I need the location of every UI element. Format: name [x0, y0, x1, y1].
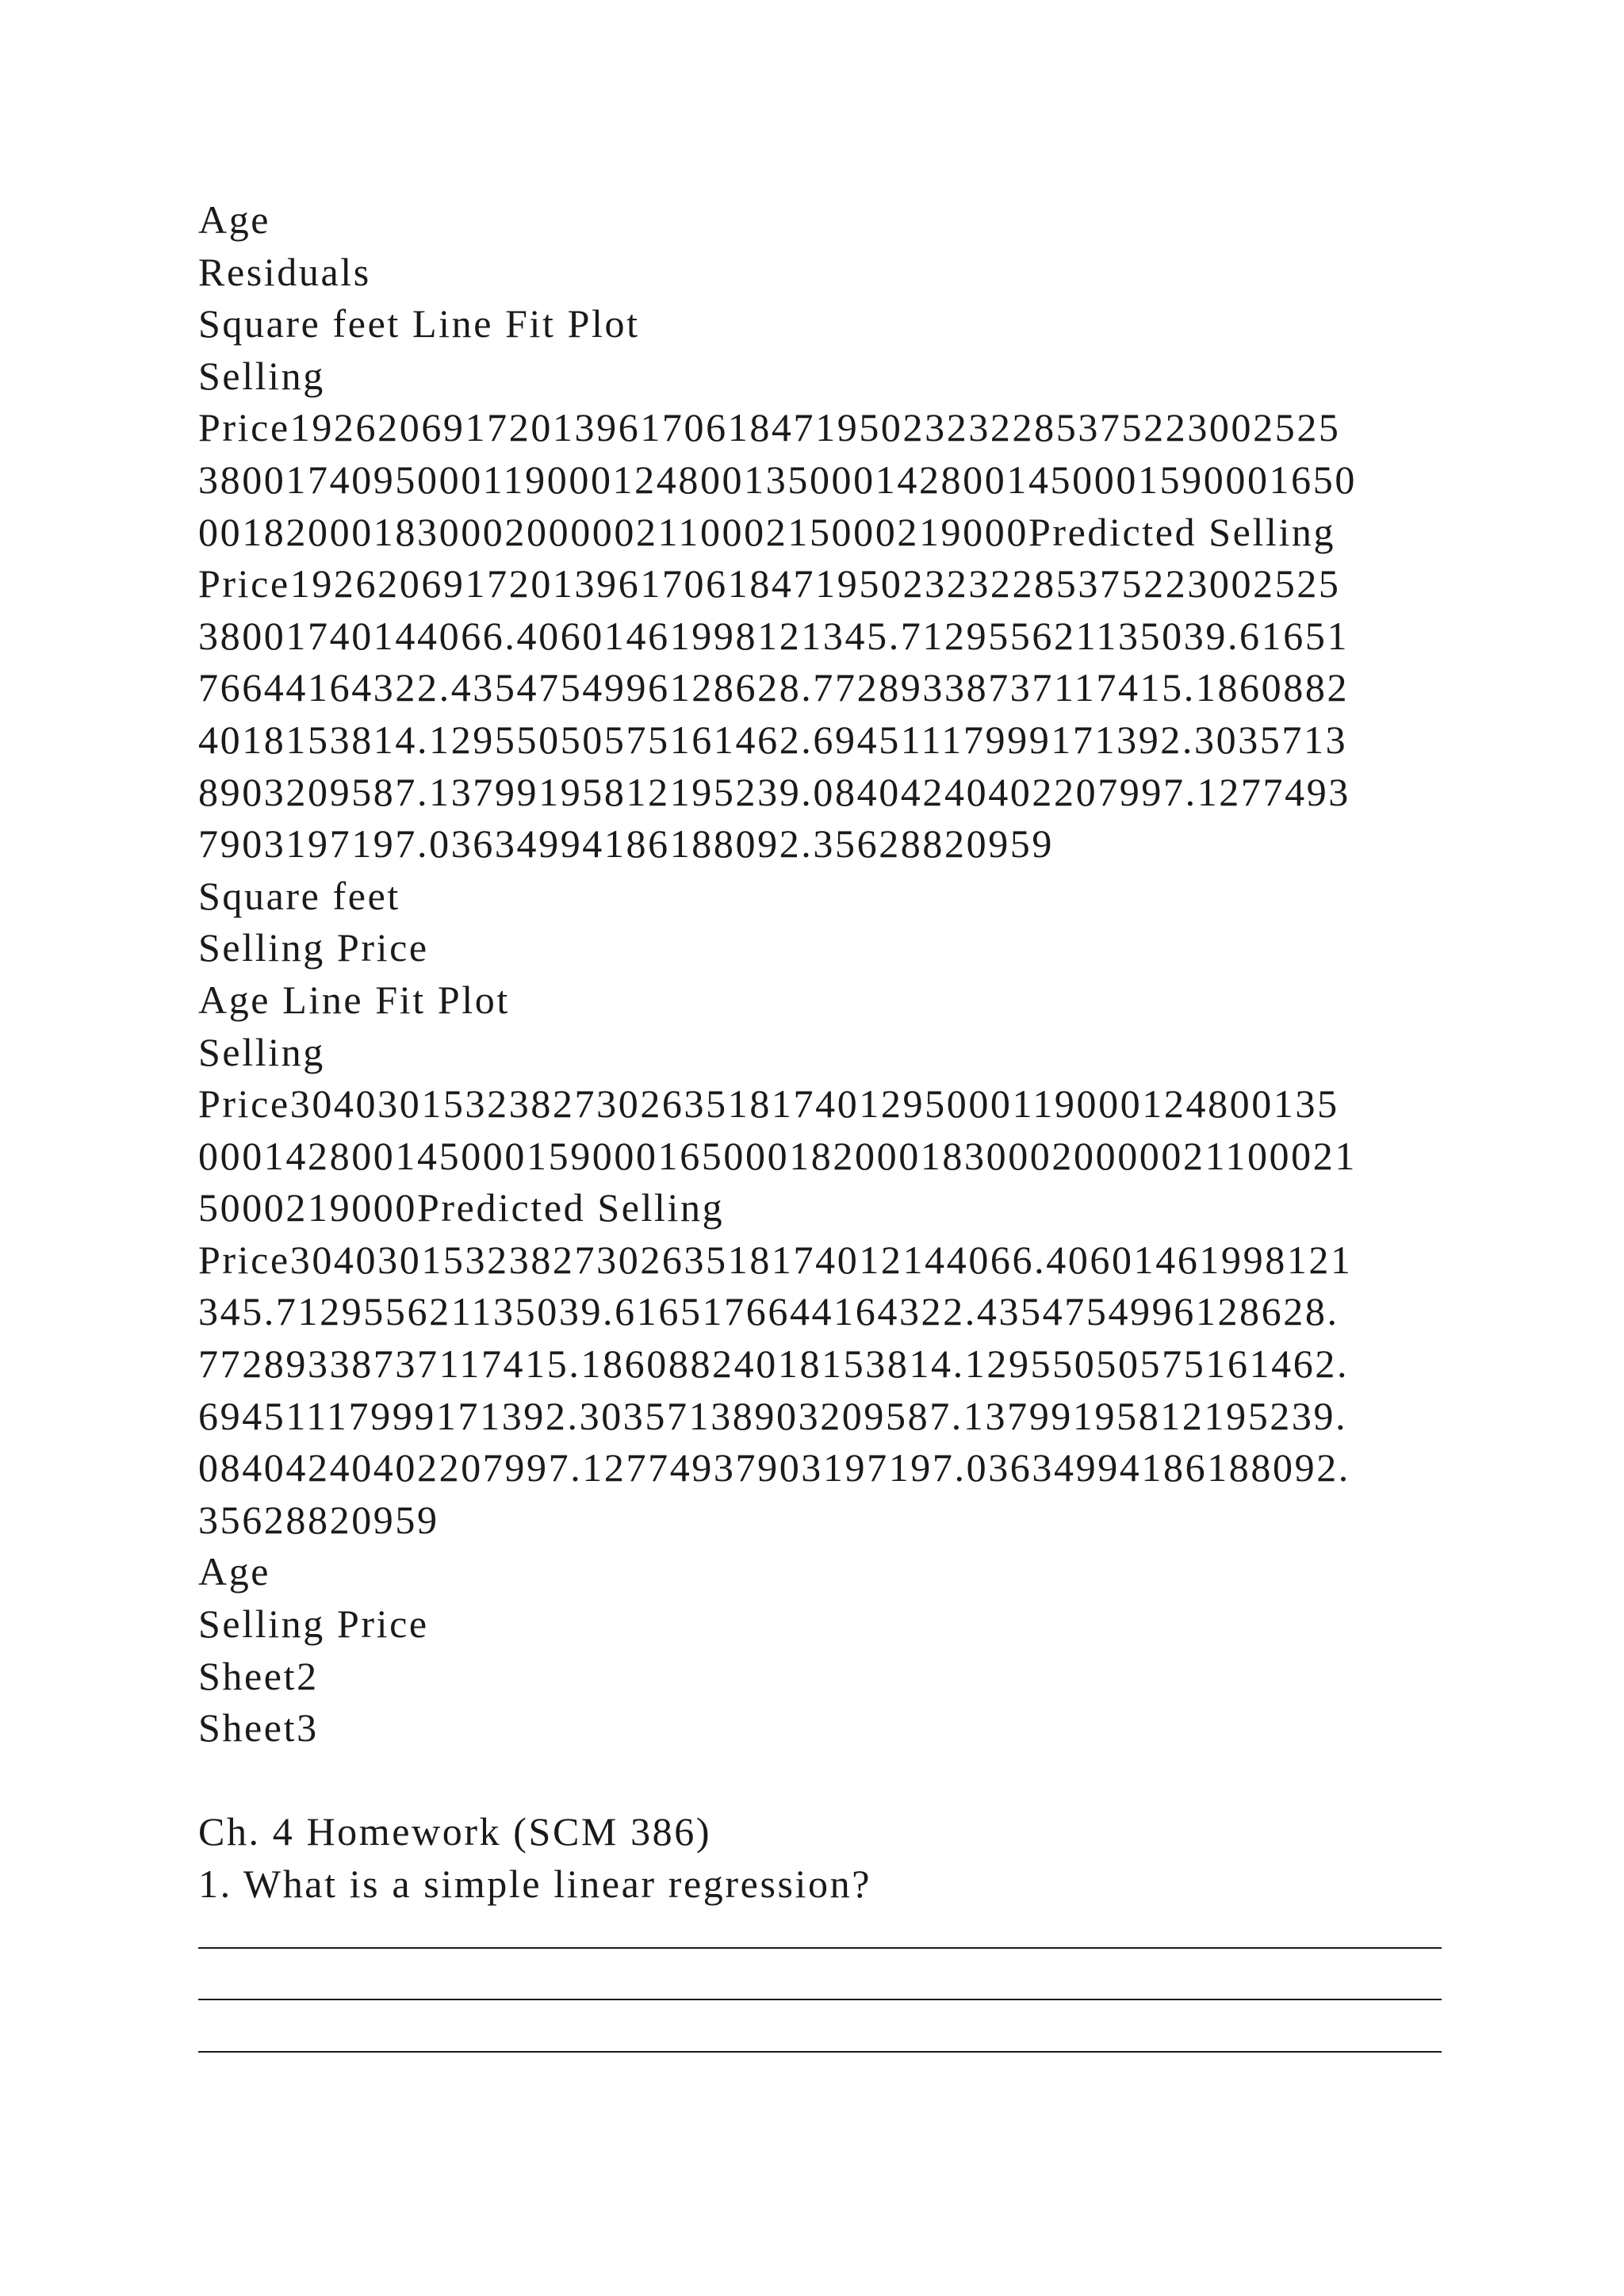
- text-line: 00182000183000200000211000215000219000Predicted Selling: [198, 509, 1336, 554]
- text-line: Square feet: [198, 873, 400, 918]
- text-line: 4018153814.12955050575161462.69451117999171392.3035713: [198, 717, 1348, 762]
- sheet-label: Sheet3: [198, 1705, 319, 1751]
- text-line: 38001740144066.40601461998121345.712955621135039.61651: [198, 613, 1350, 658]
- question-text: 1. What is a simple linear regression?: [198, 1862, 872, 1906]
- document-page: [198, 194, 1443, 2066]
- homework-heading: Ch. 4 Homework (SCM 386): [198, 1809, 712, 1854]
- text-line: Price3040301532382730263518174012144066.40601461998121: [198, 1237, 1353, 1282]
- text-line: 76644164322.4354754996128628.77289338737117415.1860882: [198, 665, 1350, 710]
- text-line: Age: [198, 197, 271, 242]
- text-line: Price304030153238273026351817401295000119000124800135: [198, 1081, 1339, 1127]
- text-line: Age Line Fit Plot: [198, 977, 510, 1022]
- text-line: 35628820959: [198, 1497, 439, 1542]
- text-line: Selling: [198, 1029, 325, 1074]
- text-line: 69451117999171392.30357138903209587.13799195812195239.: [198, 1393, 1348, 1438]
- text-line: Selling: [198, 353, 325, 398]
- answer-line[interactable]: [198, 1962, 1443, 2015]
- text-line: 345.712955621135039.6165176644164322.4354754996128628.: [198, 1289, 1339, 1334]
- text-line: 00014280014500015900016500018200018300020000021100021: [198, 1133, 1357, 1178]
- answer-line[interactable]: [198, 2015, 1443, 2067]
- text-line: 08404240402207997.12774937903197197.03634994186188092.: [198, 1445, 1350, 1490]
- text-line: Residuals: [198, 249, 371, 294]
- sheet-label: Sheet2: [198, 1653, 319, 1698]
- answer-line[interactable]: [198, 1911, 1443, 1963]
- text-line: Price192620691720139617061847195023232285375223002525: [198, 405, 1341, 450]
- text-line: 77289338737117415.18608824018153814.12955050575161462.: [198, 1341, 1350, 1387]
- text-line: 38001740950001190001248001350001428001450001590001650: [198, 457, 1357, 502]
- text-line: Price192620691720139617061847195023232285375223002525: [198, 561, 1341, 607]
- text-line: Square feet Line Fit Plot: [198, 301, 640, 346]
- text-line: 7903197197.03634994186188092.35628820959: [198, 821, 1054, 867]
- text-line: 8903209587.13799195812195239.08404240402207997.1277493: [198, 769, 1350, 814]
- text-line: 5000219000Predicted Selling: [198, 1185, 725, 1230]
- text-line: Age: [198, 1549, 271, 1594]
- text-line: Selling Price: [198, 1601, 429, 1647]
- text-line: Selling Price: [198, 925, 429, 970]
- blank-line: [198, 1755, 1443, 1807]
